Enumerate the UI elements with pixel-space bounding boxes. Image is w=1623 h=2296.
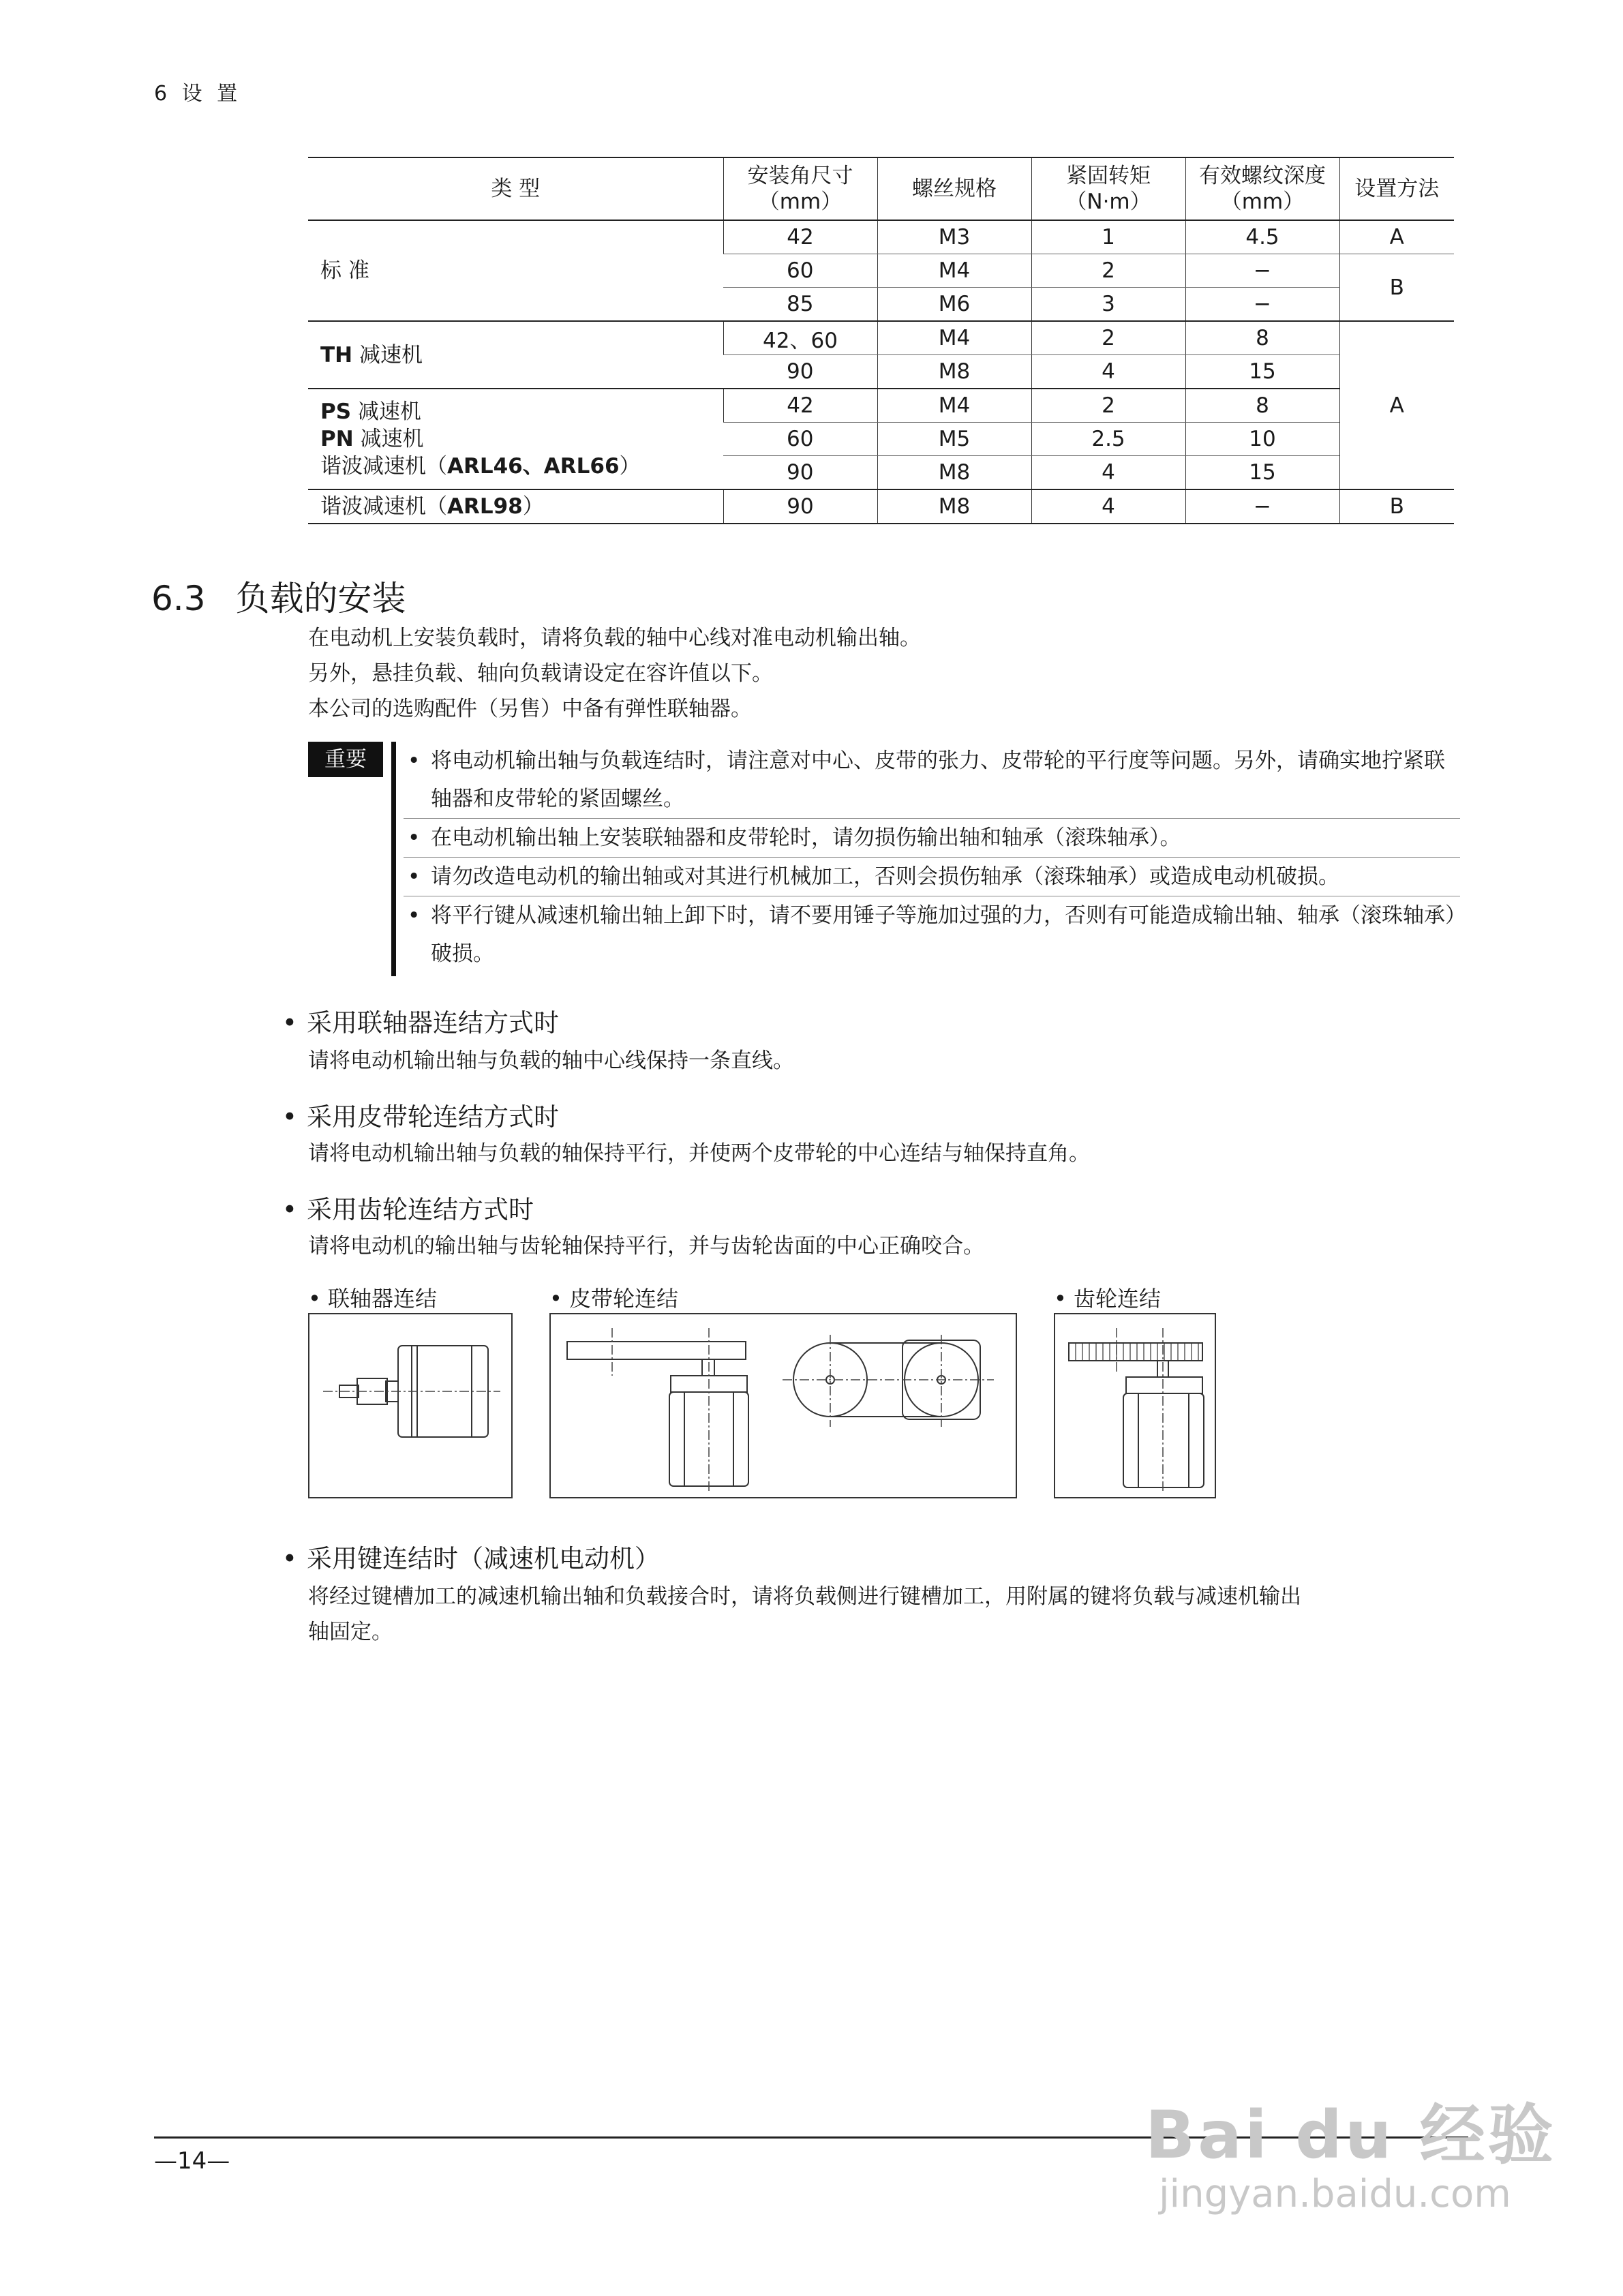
table-cell: − xyxy=(1185,254,1339,288)
key-method-text: 将经过键槽加工的减速机输出轴和负载接合时，请将负载侧进行键槽加工，用附属的键将负载与减速机输出 xyxy=(308,1584,1301,1609)
table-cell: 10 xyxy=(1185,423,1339,456)
table-cell: 4 xyxy=(1031,456,1185,490)
table-cell: 1 xyxy=(1031,220,1185,254)
method-heading: • 采用齿轮连结方式时 xyxy=(282,1195,534,1224)
figure-gear xyxy=(1054,1313,1216,1498)
table-cell: A xyxy=(1339,220,1454,254)
method-heading-key: • 采用键连结时（减速机电动机） xyxy=(282,1544,660,1573)
table-cell: 85 xyxy=(723,288,877,322)
table-cell: 4.5 xyxy=(1185,220,1339,254)
table-cell: 4 xyxy=(1031,489,1185,524)
figure-label-gear: • 齿轮连结 xyxy=(1054,1286,1162,1312)
table-cell: 15 xyxy=(1185,355,1339,389)
table-cell: − xyxy=(1185,489,1339,524)
key-method-text: 轴固定。 xyxy=(308,1620,393,1644)
section-number: 6.3 xyxy=(151,579,206,618)
belt-drawing xyxy=(551,1314,1016,1497)
table-cell: M3 xyxy=(877,220,1031,254)
important-item: • 将电动机输出轴与负载连结时，请注意对中心、皮带的张力、皮带轮的平行度等问题。另外，请确实地拧紧联轴器和皮带轮的紧固螺丝。 xyxy=(404,742,1460,819)
section-heading: 负载的安装 xyxy=(235,579,406,618)
figure-belt xyxy=(549,1313,1017,1498)
table-cell: M4 xyxy=(877,254,1031,288)
figure-label-belt: • 皮带轮连结 xyxy=(549,1286,679,1312)
table-cell: M4 xyxy=(877,321,1031,355)
mounting-spec-table xyxy=(308,157,1454,524)
table-cell: 4 xyxy=(1031,355,1185,389)
important-list xyxy=(404,742,1460,973)
table-cell: B xyxy=(1339,489,1454,524)
type-harmonic-arl98: 谐波减速机（ARL98） xyxy=(308,489,723,524)
table-cell: 42、60 xyxy=(723,321,877,355)
table-cell: 15 xyxy=(1185,456,1339,490)
table-cell: M6 xyxy=(877,288,1031,322)
header-torque: 紧固转矩 （N·m） xyxy=(1031,157,1185,220)
table-cell: 42 xyxy=(723,220,877,254)
method-text: 请将电动机输出轴与负载的轴保持平行，并使两个皮带轮的中心连结与轴保持直角。 xyxy=(308,1141,1090,1166)
intro-line: 在电动机上安装负载时，请将负载的轴中心线对准电动机输出轴。 xyxy=(308,626,921,650)
section-title xyxy=(151,571,406,620)
coupling-drawing xyxy=(309,1314,511,1497)
table-cell: M8 xyxy=(877,456,1031,490)
table-cell: M5 xyxy=(877,423,1031,456)
table-cell: 2 xyxy=(1031,321,1185,355)
important-item: • 在电动机输出轴上安装联轴器和皮带轮时，请勿损伤输出轴和轴承（滚珠轴承）。 xyxy=(404,819,1460,858)
table-cell: − xyxy=(1185,288,1339,322)
type-standard: 标 准 xyxy=(308,220,723,321)
header-type: 类 型 xyxy=(308,157,723,220)
table-cell: 90 xyxy=(723,489,877,524)
important-item: • 将平行键从减速机输出轴上卸下时，请不要用锤子等施加过强的力，否则有可能造成输出轴、轴承（滚珠轴承）破损。 xyxy=(404,896,1460,973)
watermark-url: jingyan.baidu.com xyxy=(1159,2172,1511,2216)
header-method: 设置方法 xyxy=(1339,157,1454,220)
table-cell: 2 xyxy=(1031,389,1185,423)
header-screw: 螺丝规格 xyxy=(877,157,1031,220)
table-cell: 8 xyxy=(1185,389,1339,423)
figure-label-coupling: • 联轴器连结 xyxy=(308,1286,438,1312)
method-text: 请将电动机的输出轴与齿轮轴保持平行，并与齿轮齿面的中心正确咬合。 xyxy=(308,1234,984,1258)
table-cell: M8 xyxy=(877,355,1031,389)
table-cell: 90 xyxy=(723,355,877,389)
watermark-logo: Bai du 经验 xyxy=(1145,2097,1556,2173)
table-cell: 60 xyxy=(723,423,877,456)
table-cell: 2.5 xyxy=(1031,423,1185,456)
method-heading: • 采用联轴器连结方式时 xyxy=(282,1008,559,1038)
table-cell: A xyxy=(1339,321,1454,489)
header-depth: 有效螺纹深度 （mm） xyxy=(1185,157,1339,220)
method-text: 请将电动机输出轴与负载的轴中心线保持一条直线。 xyxy=(308,1048,794,1073)
table-cell: M8 xyxy=(877,489,1031,524)
important-bar xyxy=(391,742,396,976)
table-cell: 2 xyxy=(1031,254,1185,288)
header-size: 安装角尺寸 （mm） xyxy=(723,157,877,220)
table-cell: M4 xyxy=(877,389,1031,423)
table-cell: 3 xyxy=(1031,288,1185,322)
table-cell: 90 xyxy=(723,456,877,490)
intro-line: 另外，悬挂负载、轴向负载请设定在容许值以下。 xyxy=(308,661,773,686)
page-number: —14— xyxy=(154,2147,230,2175)
type-th: TH 减速机 xyxy=(308,321,723,389)
gear-drawing xyxy=(1055,1314,1215,1497)
table-cell: B xyxy=(1339,254,1454,322)
table-cell: 60 xyxy=(723,254,877,288)
method-heading: • 采用皮带轮连结方式时 xyxy=(282,1102,559,1132)
important-item: • 请勿改造电动机的输出轴或对其进行机械加工，否则会损伤轴承（滚珠轴承）或造成电动机破损。 xyxy=(404,858,1460,896)
figure-coupling xyxy=(308,1313,513,1498)
chapter-running-head: 6 设 置 xyxy=(154,82,242,106)
intro-line: 本公司的选购配件（另售）中备有弹性联轴器。 xyxy=(308,697,752,721)
table-cell: 42 xyxy=(723,389,877,423)
important-badge: 重要 xyxy=(308,742,383,777)
table-cell: 8 xyxy=(1185,321,1339,355)
type-ps-pn-harmonic: PS 减速机 PN 减速机 谐波减速机（ARL46、ARL66） xyxy=(308,389,723,489)
